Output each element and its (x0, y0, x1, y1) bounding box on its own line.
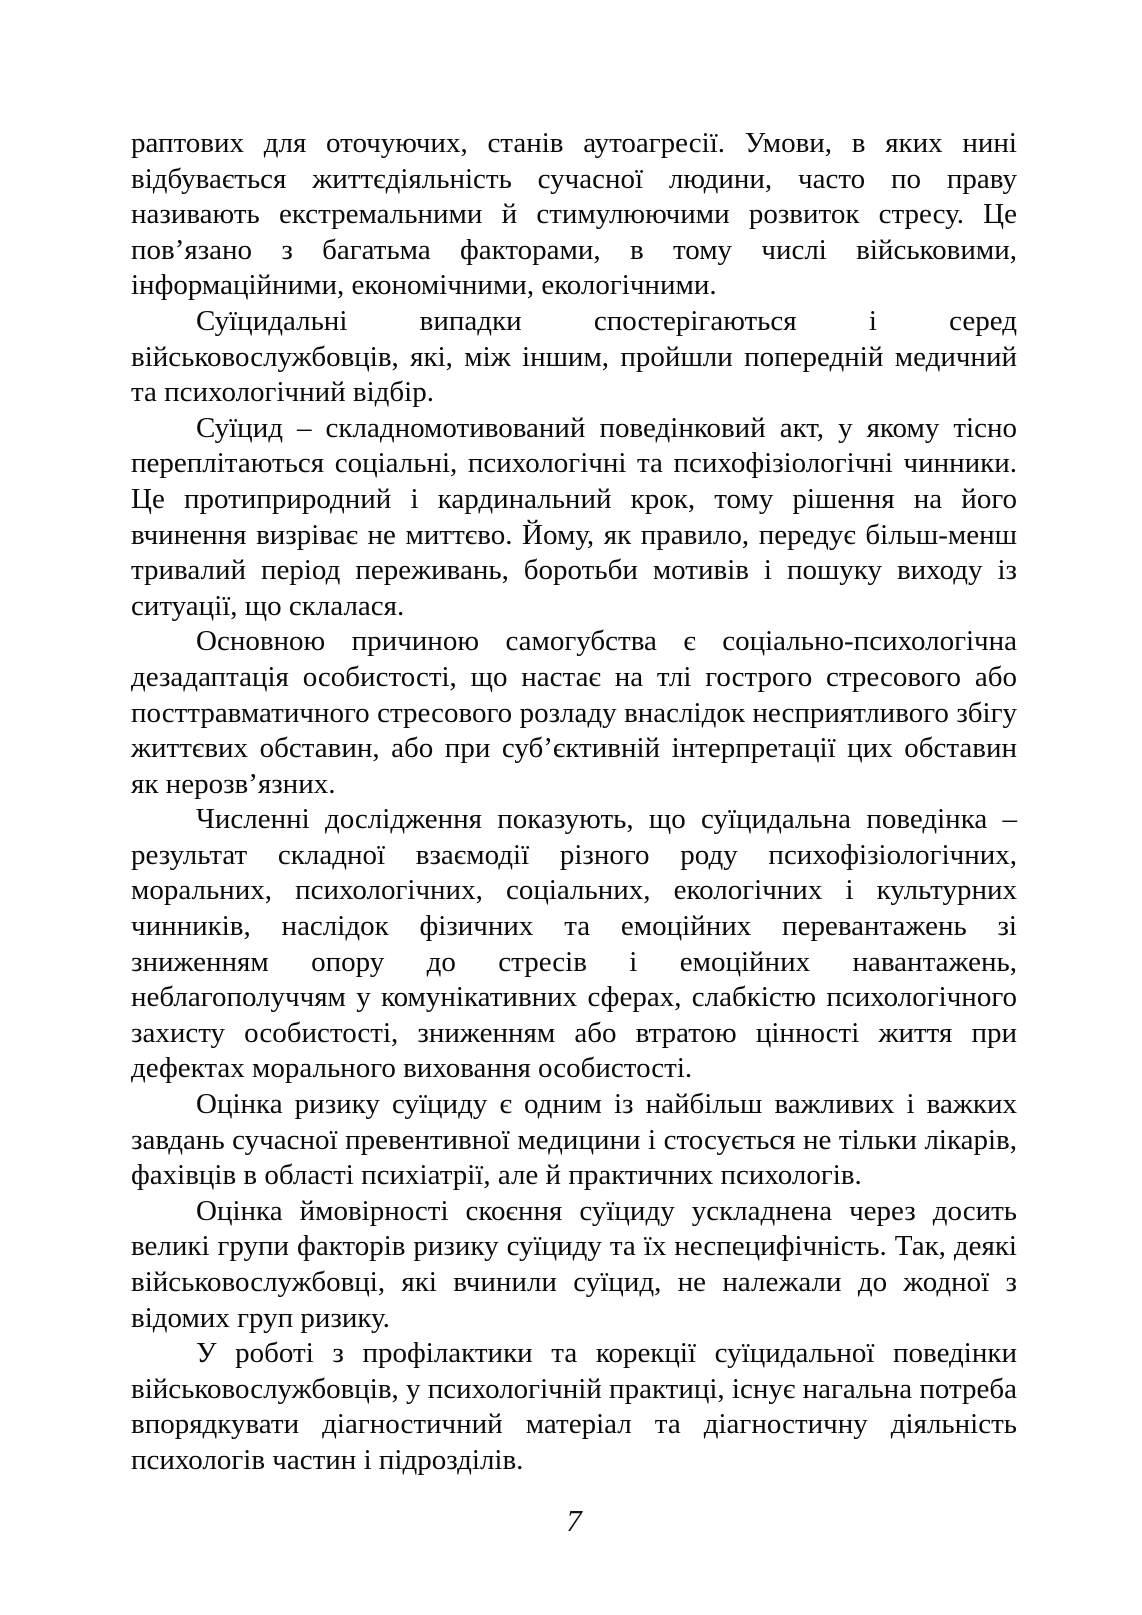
paragraph-risk-assessment: Оцінка ризику суїциду є одним із найбільш важливих і важких завдань сучасної превентивної медицини і стосується не тільки лікарів, фахівців в області психіатрії, але й практичних психологів. (131, 1088, 1017, 1192)
paragraph-main-cause: Основною причиною самогубства є соціально-психологічна дезадаптація особистості, що настає на тлі гострого стресового або посттравматичного стресового розладу внаслідок несприятливого збігу життєвих обставин, або при суб’єктивній інтерпретації цих обставин як нерозв’язних. (131, 625, 1017, 800)
paragraph-continuation: раптових для оточуючих, станів аутоагресії. Умови, в яких нині відбувається життєдіяльність сучасної людини, часто по праву називають екстремальними й стимулюючими розвиток стресу. Це пов’язано з багатьма факторами, в тому числі військовими, інформаційними, економічними, екологічними. (131, 127, 1017, 302)
paragraph-suicide-cases: Суїцидальні випадки спостерігаються і серед військовослужбовців, які, між іншим, пройшли попередній медичний та психологічний відбір. (131, 304, 1017, 409)
paragraph-prevention-work: У роботі з профілактики та корекції суїцидальної поведінки військовослужбовців, у психологічній практиці, існує нагальна потреба впорядкувати діагностичний матеріал та діагностичну діяльність психологів частин і підрозділів. (131, 1337, 1017, 1476)
paragraph-suicide-definition: Суїцид – складномотивований поведінковий акт, у якому тісно переплітаються соціальні, психологічні та психофізіологічні чинники. Це протиприродний і кардинальний крок, тому рішення на його вчинення визріває не миттєво. Йому, як правило, передує більш-менш тривалий період переживань, боротьби мотивів і пошуку виходу із ситуації, що склалася. (131, 411, 1017, 622)
page-body-text (131, 126, 1017, 1479)
paragraph-probability-assessment: Оцінка ймовірності скоєння суїциду ускладнена через досить великі групи факторів ризику суїциду та їх неспецифічність. Так, деякі військовослужбовці, які вчинили суїцид, не належали до жодної з відомих груп ризику. (131, 1194, 1017, 1334)
page-number: 7 (566, 1503, 582, 1538)
paragraph-research-findings: Численні дослідження показують, що суїцидальна поведінка – результат складної взаємодії різного роду психофізіологічних, моральних, психологічних, соціальних, екологічних і культурних чинників, наслідок фізичних та емоційних перевантажень зі зниженням опору до стресів і емоційних навантажень, неблагополуччям у комунікативних сферах, слабкістю психологічного захисту особистості, зниженням або втратою цінності життя при дефектах морального виховання особистості. (131, 803, 1017, 1085)
